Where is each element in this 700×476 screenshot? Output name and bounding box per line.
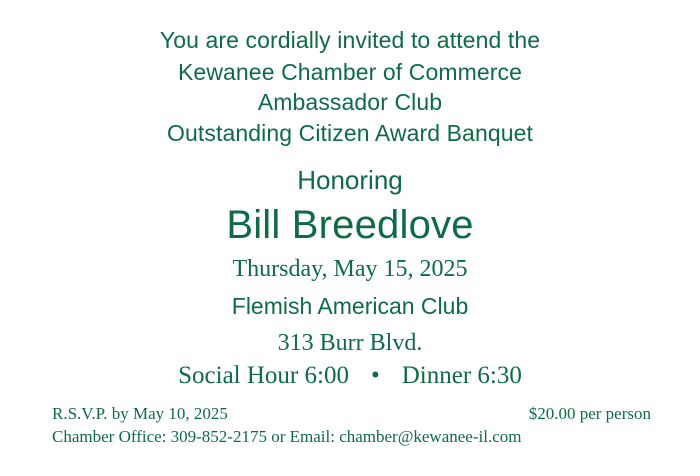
dinner-time: Dinner 6:30: [401, 362, 522, 389]
intro-line-4: Outstanding Citizen Award Banquet: [167, 120, 533, 146]
event-schedule: [0, 362, 700, 390]
social-hour-time: Social Hour 6:00: [178, 362, 349, 389]
honoring-label: Honoring: [297, 165, 403, 195]
rsvp-deadline: R.S.V.P. by May 10, 2025: [52, 404, 228, 423]
venue-name: Flemish American Club: [231, 293, 469, 319]
intro-line-1: You are cordially invited to attend the: [159, 27, 541, 53]
intro-line-3: Ambassador Club: [257, 89, 443, 115]
honoree-name: Bill Breedlove: [226, 203, 474, 247]
contact-info: Chamber Office: 309-852-2175 or Email: chamber@kewanee-il.com: [52, 427, 522, 446]
venue-address: 313 Burr Blvd.: [277, 330, 423, 356]
bullet-separator: •: [370, 362, 380, 389]
intro-line-2: Kewanee Chamber of Commerce: [177, 59, 523, 85]
event-date: Thursday, May 15, 2025: [232, 256, 468, 282]
ticket-price: $20.00 per person: [528, 404, 651, 423]
